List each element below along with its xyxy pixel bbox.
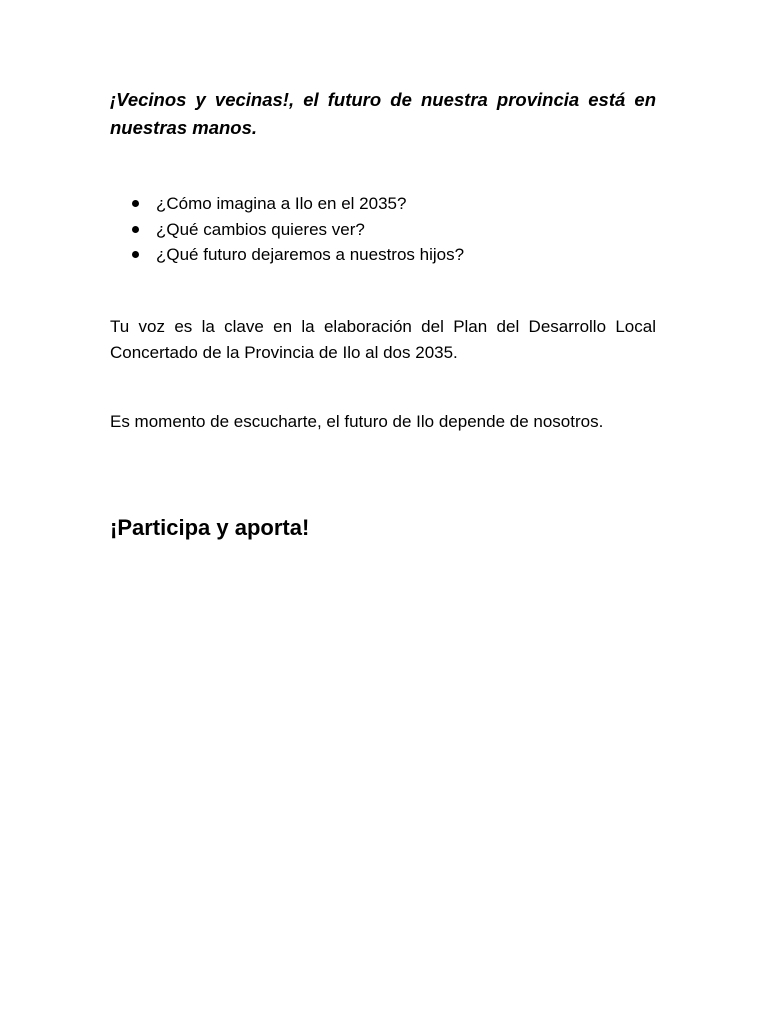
question-list (110, 191, 656, 268)
paragraph-plan: Tu voz es la clave en la elaboración del Plan del Desarrollo Local Concertado de la Provincia de Ilo al dos 2035. (110, 317, 656, 362)
paragraph-listening: Es momento de escucharte, el futuro de Ilo depende de nosotros. (110, 412, 604, 431)
question-text: ¿Qué cambios quieres ver? (156, 219, 365, 239)
document-heading: ¡Vecinos y vecinas!, el futuro de nuestra provincia está en nuestras manos. (110, 89, 656, 138)
bullet-icon (132, 251, 139, 258)
question-text: ¿Qué futuro dejaremos a nuestros hijos? (156, 245, 465, 264)
call-to-action: ¡Participa y aporta! (110, 515, 310, 540)
list-item (110, 242, 656, 268)
list-item (110, 217, 656, 243)
bullet-icon (132, 200, 139, 207)
question-text: ¿Cómo imagina a Ilo en el 2035? (156, 194, 407, 213)
bullet-icon (132, 226, 139, 233)
list-item (110, 191, 656, 217)
